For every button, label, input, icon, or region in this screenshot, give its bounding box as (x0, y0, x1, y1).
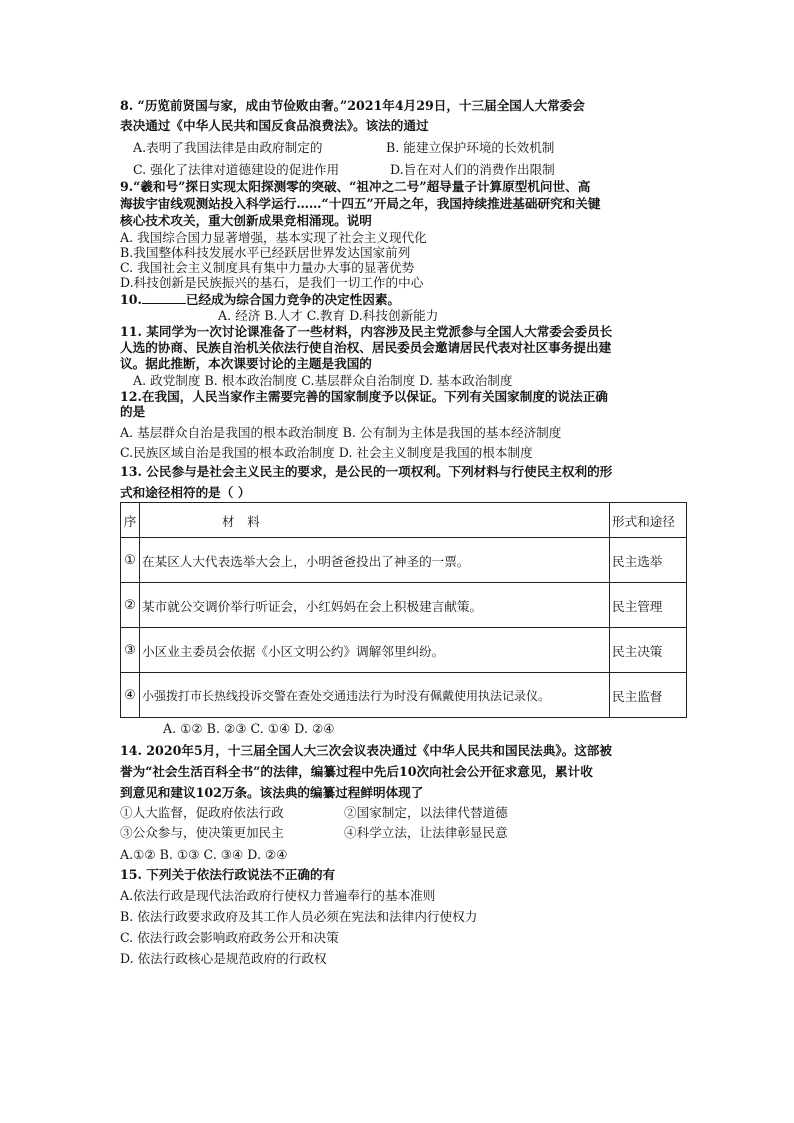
q9-stem-line2: 海拔宇宙线观测站投入科学运行……“十四五”开局之年，我国持续推进基础研究和关键 (120, 196, 601, 211)
q14-stem-line2: 誉为“社会生活百科全书”的法律，编纂过程中先后10次向社会公开征求意见，累计收 (120, 764, 593, 779)
row-form: 民主管理 (610, 583, 687, 628)
q9-stem-line1: 9.“羲和号”探日实现太阳探测零的突破、“祖冲之二号”超导量子计算原型机问世、高 (120, 179, 591, 194)
q8-stem-line2: 表决通过《中华人民共和国反食品浪费法》。该法的通过 (120, 118, 429, 133)
q11-stem-line2: 人选的协商、民族自治机关依法行使自治权、居民委员会邀请居民代表对社区事务提出建 (120, 340, 612, 355)
q14-stem-line3: 到意见和建议102万条。该法典的编纂过程鲜明体现了 (120, 785, 424, 800)
q11-stem-line3: 议。据此推断，本次课要讨论的主题是我国的 (120, 356, 372, 371)
row-material: 在某区人大代表选举大会上，小明爸爸投出了神圣的一票。 (140, 538, 610, 583)
q9-option-d: D.科技创新是民族振兴的基石，是我们一切工作的中心 (120, 275, 424, 290)
q9-option-a: A. 我国综合国力显著增强，基本实现了社会主义现代化 (120, 230, 427, 245)
table-row (121, 583, 687, 628)
row-form: 民主决策 (610, 628, 687, 673)
q11-stem-line1: 11. 某同学为一次讨论课准备了一些材料，内容涉及民主党派参与全国人大常委会委员长 (120, 324, 613, 339)
q10-stem-text: 已经成为综合国力竞争的决定性因素。 (185, 292, 401, 307)
q11-options: A. 政党制度 B. 根本政治制度 C.基层群众自治制度 D. 基本政治制度 (133, 373, 513, 388)
header-material: 材 料 (140, 503, 610, 538)
table-header-row (121, 503, 687, 538)
header-index: 序 (121, 503, 140, 538)
q15-stem: 15. 下列关于依法行政说法不正确的有 (120, 867, 336, 882)
row-number: ② (121, 583, 140, 628)
q13-options: A. ①② B. ②③ C. ①④ D. ②④ (163, 721, 335, 736)
q14-item-3: ③公众参与，使决策更加民主 (120, 825, 284, 840)
materials-table (120, 502, 687, 718)
row-form: 民主选举 (610, 538, 687, 583)
row-material: 小强拨打市长热线投诉交警在查处交通违法行为时没有佩戴使用执法记录仪。 (140, 673, 610, 718)
row-material: 小区业主委员会依据《小区文明公约》调解邻里纠纷。 (140, 628, 610, 673)
header-form: 形式和途径 (610, 503, 687, 538)
q14-options: A.①② B. ①③ C. ③④ D. ②④ (120, 847, 288, 862)
q14-stem-line1: 14. 2020年5月，十三届全国人大三次会议表决通过《中华人民共和国民法典》。这部被 (120, 743, 612, 758)
q10-stem (120, 291, 400, 308)
row-form: 民主监督 (610, 673, 687, 718)
q10-options: A. 经济 B.人才 C.教育 D.科技创新能力 (218, 308, 439, 323)
row-number: ① (121, 538, 140, 583)
row-material: 某市就公交调价举行听证会，小红妈妈在会上积极建言献策。 (140, 583, 610, 628)
q13-stem-line1: 13. 公民参与是社会主义民主的要求，是公民的一项权利。下列材料与行使民主权利的形 (120, 464, 613, 479)
q15-option-b: B. 依法行政要求政府及其工作人员必须在宪法和法律内行使权力 (120, 909, 478, 924)
q14-item-1: ①人大监督，促政府依法行政 (120, 805, 284, 820)
q12-options-ab: A. 基层群众自治是我国的根本政治制度 B. 公有制为主体是我国的基本经济制度 (120, 425, 562, 440)
table-row (121, 628, 687, 673)
q8-option-b: B. 能建立保护环境的长效机制 (386, 140, 555, 155)
q12-options-cd: C.民族区域自治是我国的根本政治制度 D. 社会主义制度是我国的根本制度 (120, 445, 533, 460)
q9-stem-line3: 核心技术攻关，重大创新成果竞相涌现。说明 (120, 213, 372, 228)
q8-option-d: D.旨在对人们的消费作出限制 (390, 162, 555, 177)
table-row (121, 538, 687, 583)
q14-item-2: ②国家制定，以法律代替道德 (344, 805, 508, 820)
q8-option-c: C. 强化了法律对道德建设的促进作用 (133, 162, 340, 177)
q15-option-c: C. 依法行政会影响政府政务公开和决策 (120, 930, 339, 945)
answer-blank (142, 291, 186, 304)
q14-item-4: ④科学立法，让法律彰显民意 (344, 825, 508, 840)
q12-stem-line1: 12.在我国，人民当家作主需要完善的国家制度予以保证。下列有关国家制度的说法正确 (120, 389, 608, 404)
row-number: ④ (121, 673, 140, 718)
q8-option-a: A.表明了我国法律是由政府制定的 (133, 140, 323, 155)
q8-stem-line1: 8. “历览前贤国与家，成由节俭败由奢。”2021年4月29日，十三届全国人大常委会 (120, 98, 585, 113)
q9-option-c: C. 我国社会主义制度具有集中力量办大事的显著优势 (120, 260, 415, 275)
q9-option-b: B.我国整体科技发展水平已经跃居世界发达国家前列 (120, 245, 411, 260)
table-row (121, 673, 687, 718)
q12-stem-line2: 的是 (120, 404, 146, 419)
q15-option-d: D. 依法行政核心是规范政府的行政权 (120, 951, 327, 966)
row-number: ③ (121, 628, 140, 673)
q15-option-a: A.依法行政是现代法治政府行使权力普遍奉行的基本准则 (120, 888, 436, 903)
q13-stem-line2: 式和途径相符的是（ ） (120, 485, 251, 500)
q10-number: 10. (120, 292, 142, 307)
